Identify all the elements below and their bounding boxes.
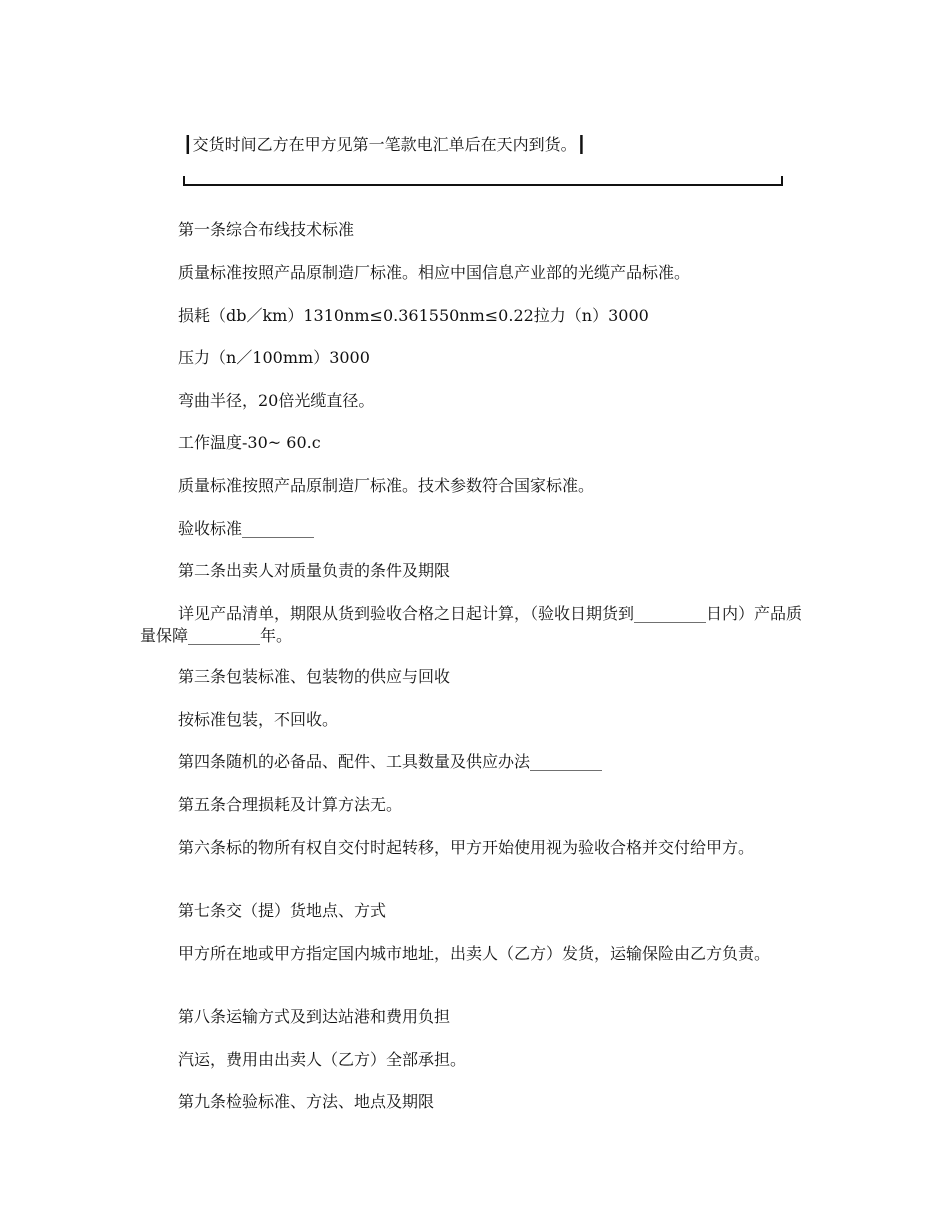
article-5-title: 第五条合理损耗及计算方法无。	[178, 795, 403, 814]
article-2-title: 第二条出卖人对质量负责的条件及期限	[178, 561, 451, 580]
article-8-body: 汽运，费用由出卖人（乙方）全部承担。	[178, 1050, 467, 1069]
article-1-loss: 损耗（db／km）1310nm≤0.361550nm≤0.22拉力（n）3000	[178, 306, 649, 325]
article-6-body: 第六条标的物所有权自交付时起转移，甲方开始使用视为验收合格并交付给甲方。	[178, 838, 755, 857]
article-1-quality: 质量标准按照产品原制造厂标准。相应中国信息产业部的光缆产品标准。	[178, 263, 691, 282]
article-1-pressure: 压力（n／100mm）3000	[178, 348, 370, 367]
article-1-acceptance: 验收标准_________	[178, 519, 315, 538]
article-2-body: 详见产品清单，期限从货到验收合格之日起计算，（验收日期货到_________日内）产品质量保障_________年。	[140, 604, 803, 645]
article-9-title: 第九条检验标准、方法、地点及期限	[178, 1092, 435, 1111]
article-1-title: 第一条综合布线技术标准	[178, 220, 355, 239]
table-bottom-border	[183, 176, 783, 186]
article-1-quality-2: 质量标准按照产品原制造厂标准。技术参数符合国家标准。	[178, 476, 595, 495]
article-4-title: 第四条随机的必备品、配件、工具数量及供应办法_________	[178, 752, 603, 771]
article-8-title: 第八条运输方式及到达站港和费用负担	[178, 1007, 451, 1026]
article-7-title: 第七条交（提）货地点、方式	[178, 901, 387, 920]
article-3-body: 按标准包装，不回收。	[178, 710, 339, 729]
table-delivery-row: ┃交货时间乙方在甲方见第一笔款电汇单后在天内到货。┃	[183, 135, 587, 154]
article-1-bend: 弯曲半径，20倍光缆直径。	[178, 391, 375, 410]
article-3-title: 第三条包装标准、包装物的供应与回收	[178, 667, 451, 686]
article-7-body: 甲方所在地或甲方指定国内城市地址，出卖人（乙方）发货，运输保险由乙方负责。	[178, 944, 771, 963]
article-1-temp: 工作温度-30~ 60.c	[178, 433, 321, 452]
